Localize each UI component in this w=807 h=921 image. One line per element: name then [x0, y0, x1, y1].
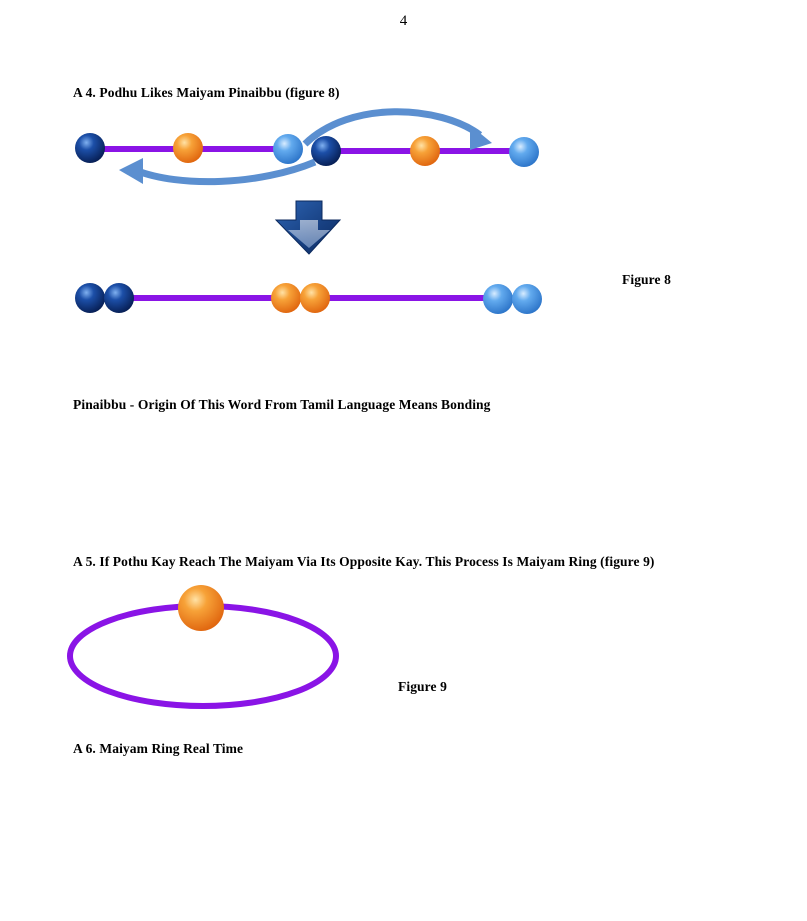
- figure8-top-row: [75, 112, 539, 184]
- figure9-caption: Figure 9: [398, 679, 447, 694]
- figure8-caption: Figure 8: [622, 272, 671, 287]
- figure9-maiyam-ring: [70, 585, 336, 706]
- figure8-bottom-row: [75, 283, 542, 314]
- dark-blue-ball: [311, 136, 341, 166]
- light-blue-ball: [273, 134, 303, 164]
- pinaibbu-definition: Pinaibbu - Origin Of This Word From Tamil Language Means Bonding: [73, 397, 491, 412]
- arrowhead-right-icon: [470, 125, 492, 150]
- down-arrow-icon: [276, 201, 340, 254]
- light-blue-ball: [512, 284, 542, 314]
- dark-blue-ball: [75, 133, 105, 163]
- orange-ball: [178, 585, 224, 631]
- light-blue-ball: [509, 137, 539, 167]
- section-a6-heading: A 6. Maiyam Ring Real Time: [73, 741, 244, 756]
- arrowhead-left-icon: [119, 158, 143, 184]
- curved-arrow-left: [135, 162, 315, 182]
- section-a5-heading: A 5. If Pothu Kay Reach The Maiyam Via Its Opposite Kay. This Process Is Maiyam Ring (figure 9): [73, 554, 655, 569]
- dark-blue-ball: [75, 283, 105, 313]
- section-a4-heading: A 4. Podhu Likes Maiyam Pinaibbu (figure 8): [73, 85, 340, 100]
- orange-ball: [271, 283, 301, 313]
- orange-ball: [173, 133, 203, 163]
- dark-blue-ball: [104, 283, 134, 313]
- page-number: 4: [399, 13, 408, 29]
- light-blue-ball: [483, 284, 513, 314]
- orange-ball: [300, 283, 330, 313]
- orange-ball: [410, 136, 440, 166]
